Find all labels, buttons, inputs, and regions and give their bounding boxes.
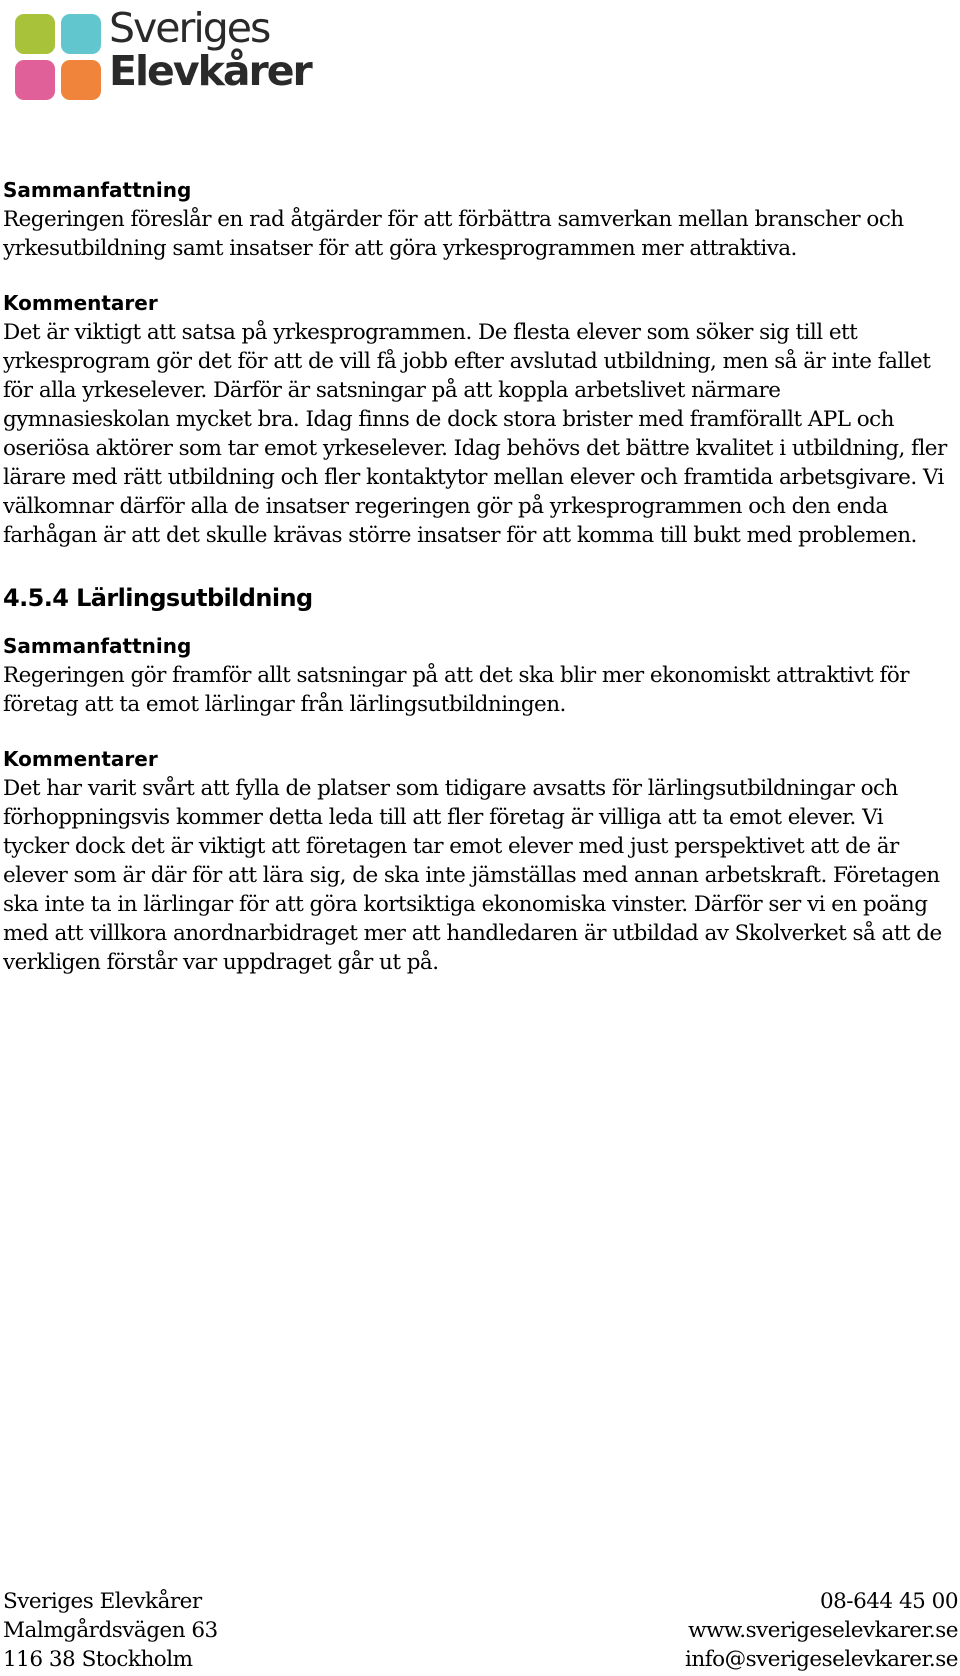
logo-wordmark [109, 4, 311, 95]
logo-square-teal [61, 14, 101, 54]
apprentice-comments-text: Det har varit svårt att fylla de platser som tidigare avsatts för lärlingsutbildningar och förhoppningsvis kommer detta leda till att fler företag är villiga att ta emot elever. Vi tycker dock det är viktigt att företagen tar emot elever med just perspektivet att de är elever som är där för att lära sig, de ska inte jämställas med annan arbetskraft. Företagen ska inte ta in lärlingar för att göra kortsiktiga ekonomiska vinster. Därför ser vi en poäng med att villkora anordnarbidraget mer att handledaren är utbildad av Skolverket så att de verkligen förstår var uppdraget går ut på. [3, 776, 942, 975]
logo-square-pink [15, 60, 55, 100]
footer-phone: 08-644 45 00 [819, 1589, 958, 1614]
organization-logo [15, 4, 311, 104]
apprentice-summary-label: Sammanfattning [3, 634, 192, 658]
footer-email[interactable]: info@sverigeselevkarer.se [684, 1647, 958, 1672]
logo-squares-icon [15, 14, 101, 100]
document-body [3, 176, 953, 977]
intro-comments-label: Kommentarer [3, 291, 158, 315]
apprentice-comments-label: Kommentarer [3, 747, 158, 771]
footer-address [3, 1587, 218, 1674]
apprentice-summary-text: Regeringen gör framför allt satsningar på att det ska blir mer ekonomiskt attraktivt för företag att ta emot lärlingar från lärlingsutbildningen. [3, 663, 909, 717]
footer-contact [685, 1587, 958, 1674]
logo-line-2: Elevkårer [109, 47, 311, 95]
intro-summary-label: Sammanfattning [3, 178, 192, 202]
intro-summary-text: Regeringen föreslår en rad åtgärder för att förbättra samverkan mellan branscher och yrkesutbildning samt insatser för att göra yrkesprogrammen mer attraktiva. [3, 207, 904, 261]
section-heading: 4.5.4 Lärlingsutbildning [3, 584, 313, 612]
footer-street: Malmgårdsvägen 63 [3, 1618, 218, 1643]
footer-org-name: Sveriges Elevkårer [3, 1589, 202, 1614]
logo-square-orange [61, 60, 101, 100]
logo-line-1: Sveriges [109, 4, 270, 52]
footer-website[interactable]: www.sverigeselevkarer.se [688, 1618, 958, 1643]
footer-city: 116 38 Stockholm [3, 1647, 193, 1672]
intro-comments-text: Det är viktigt att satsa på yrkesprogrammen. De flesta elever som söker sig till ett yrkesprogram gör det för att de vill få jobb efter avslutad utbildning, men så är inte fallet för alla yrkeselever. Därför är satsningar på att koppla arbetslivet närmare gymnasieskolan mycket bra. Idag finns de dock stora brister med framförallt APL och oseriösa aktörer som tar emot yrkeselever. Idag behövs det bättre kvalitet i utbildning, fler lärare med rätt utbildning och fler kontaktytor mellan elever och framtida arbetsgivare. Vi välkomnar därför alla de insatser regeringen gör på yrkesprogrammen och den enda farhågan är att det skulle krävas större insatser för att komma till bukt med problemen. [3, 320, 947, 548]
logo-square-green [15, 14, 55, 54]
